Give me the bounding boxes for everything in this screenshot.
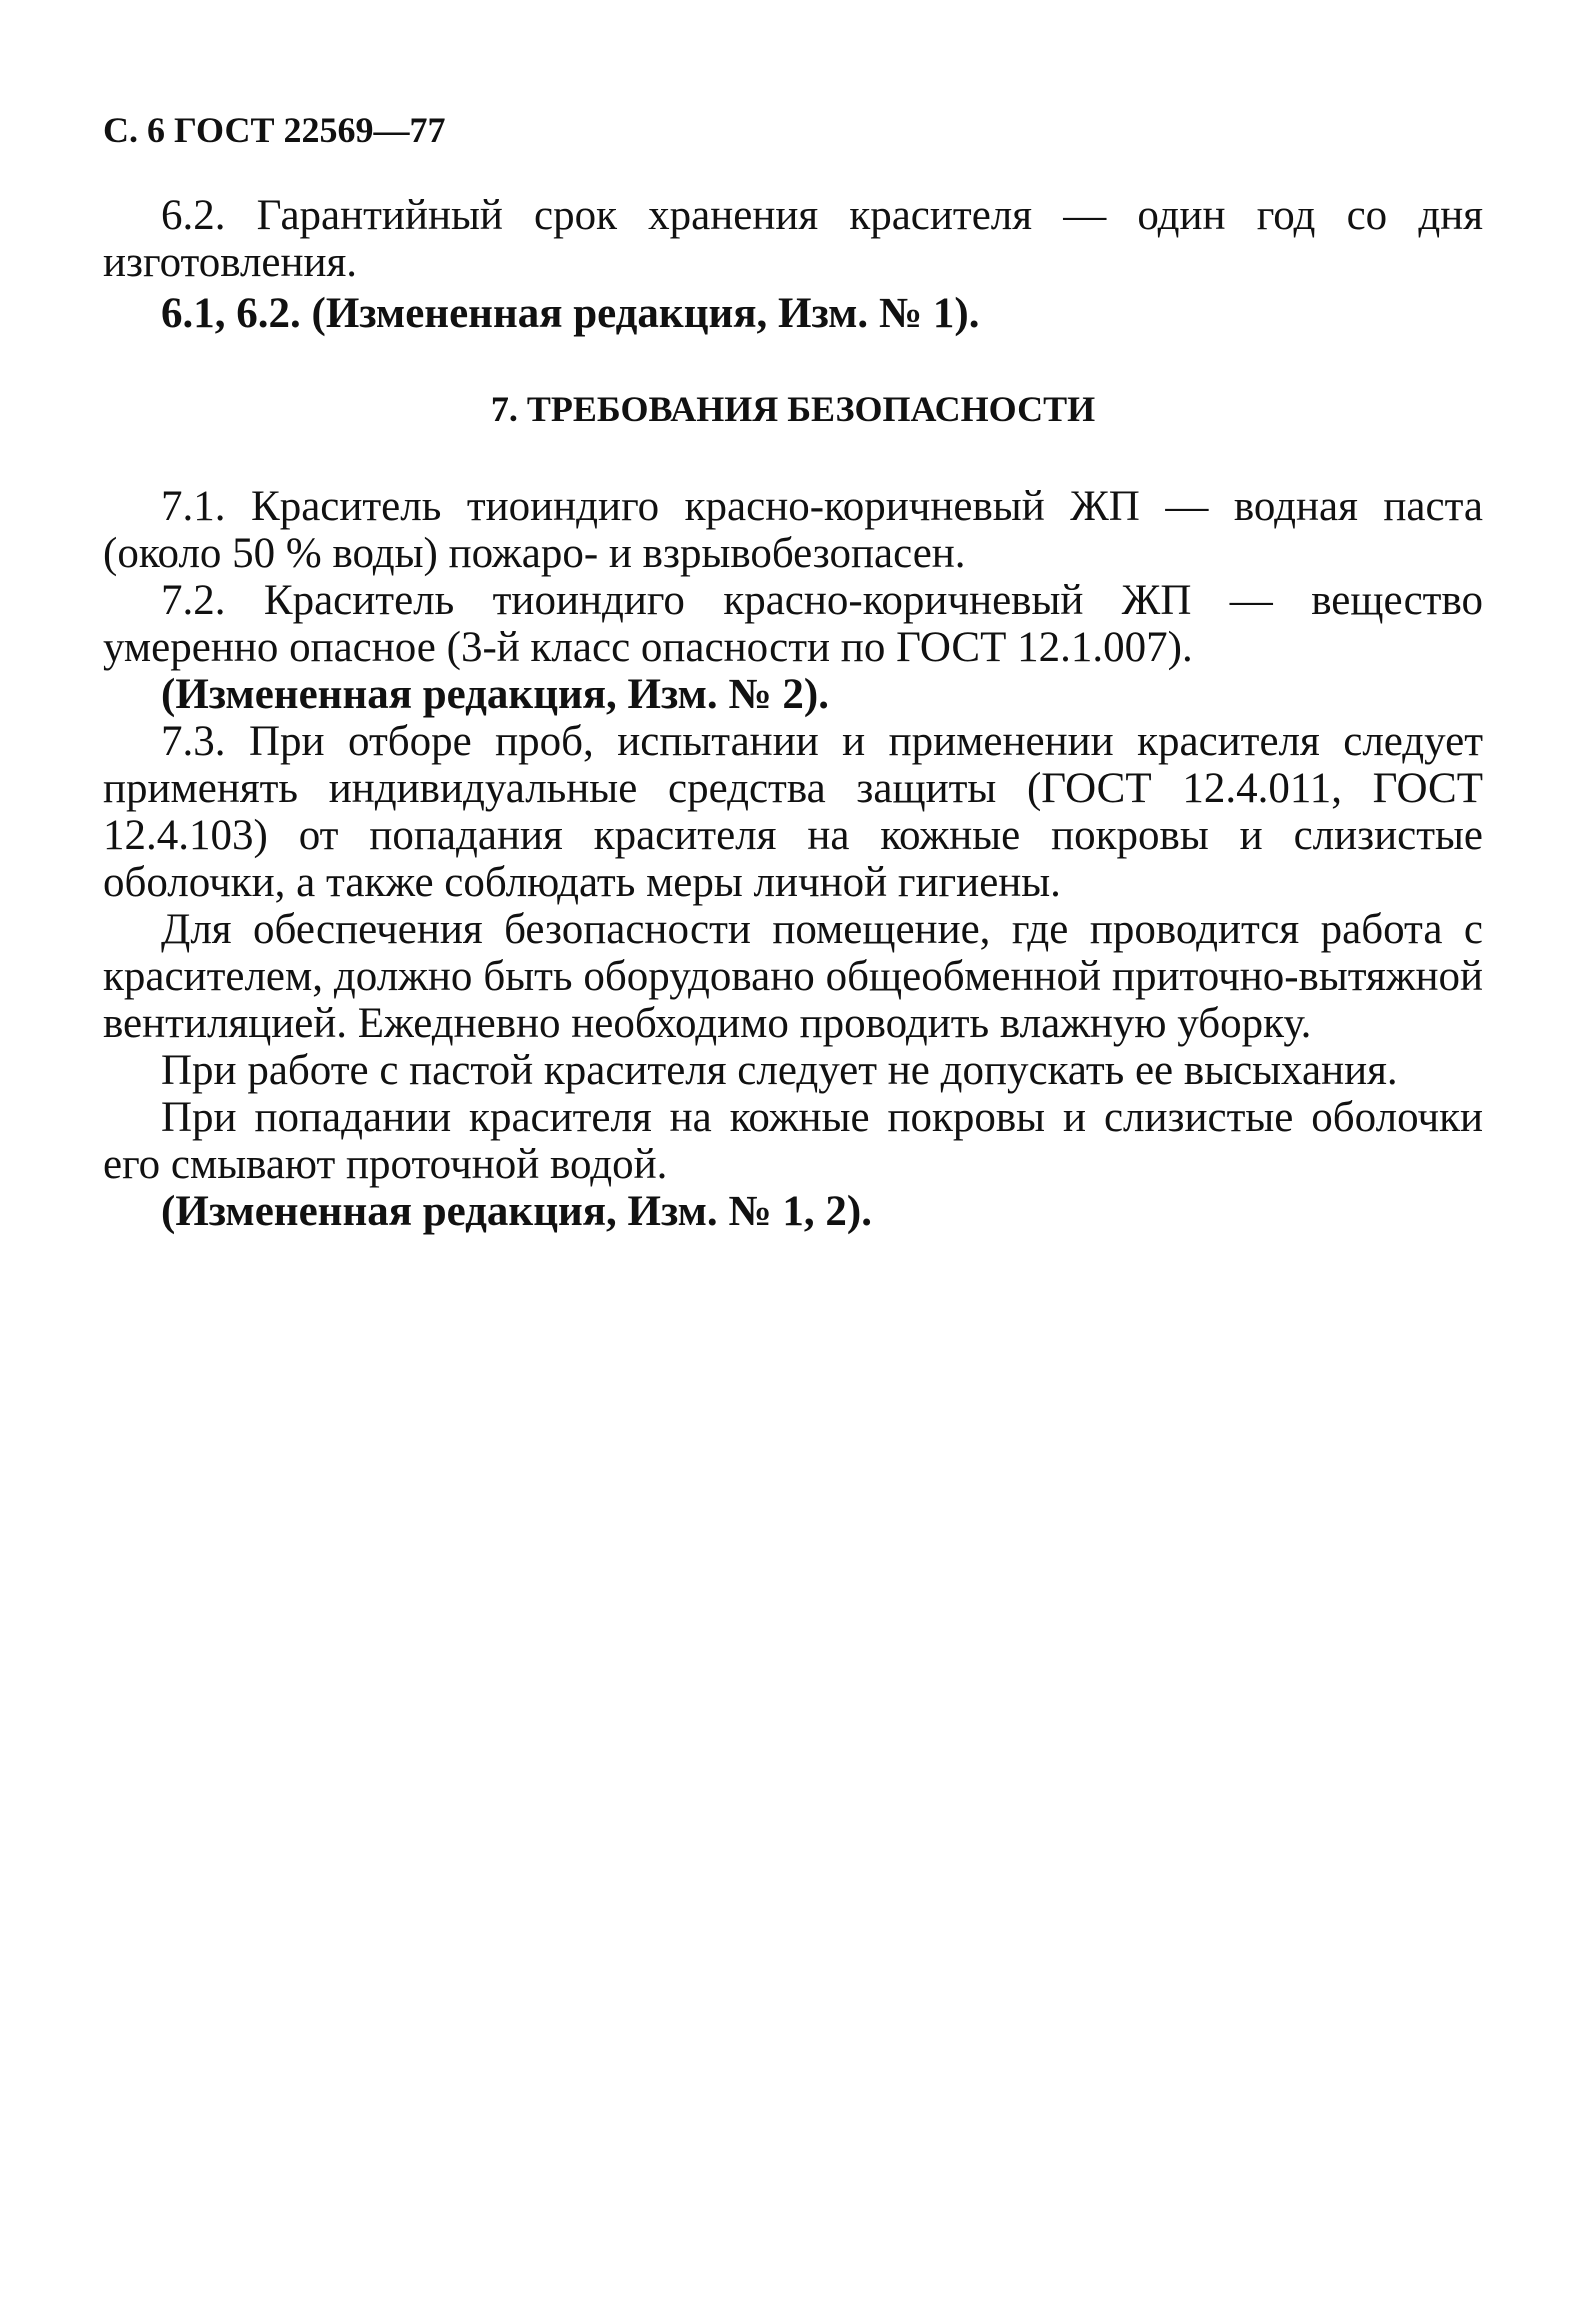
paragraph-7-1: 7.1. Краситель тиоиндиго красно-коричневый ЖП — водная паста (около 50 % воды) пожаро- и взрывобезопасен. xyxy=(103,483,1483,577)
section-title-7: 7. ТРЕБОВАНИЯ БЕЗОПАСНОСТИ xyxy=(490,389,1096,429)
document-page xyxy=(103,108,1483,1235)
paragraph-7-2: 7.2. Краситель тиоиндиго красно-коричневый ЖП — вещество умеренно опасное (3-й класс опасности по ГОСТ 12.1.007). xyxy=(103,577,1483,671)
paragraph-7-3-ventilation: Для обеспечения безопасности помещение, где проводится работа с красителем, должно быть оборудовано общеобменной приточно-вытяжной вентиляцией. Ежедневно необходимо проводить влажную уборку. xyxy=(103,906,1483,1047)
paragraph-7-3: 7.3. При отборе проб, испытании и применении красителя следует применять индивидуальные средства защиты (ГОСТ 12.4.011, ГОСТ 12.4.103) от попадания красителя на кожные покровы и слизистые оболочки, а также соблюдать меры личной гигиены. xyxy=(103,718,1483,906)
amendment-note-7-2: (Измененная редакция, Изм. № 2). xyxy=(161,671,829,718)
page-header: С. 6 ГОСТ 22569—77 xyxy=(103,110,446,150)
amendment-note-6: 6.1, 6.2. (Измененная редакция, Изм. № 1). xyxy=(161,290,980,337)
amendment-note-7-3: (Измененная редакция, Изм. № 1, 2). xyxy=(161,1188,872,1235)
paragraph-6-2: 6.2. Гарантийный срок хранения красителя — один год со дня изготовления. xyxy=(103,192,1483,286)
paragraph-7-3-paste: При работе с пастой красителя следует не допускать ее высыхания. xyxy=(161,1047,1398,1094)
paragraph-7-3-contact: При попадании красителя на кожные покровы и слизистые оболочки его смывают проточной водой. xyxy=(103,1094,1483,1188)
